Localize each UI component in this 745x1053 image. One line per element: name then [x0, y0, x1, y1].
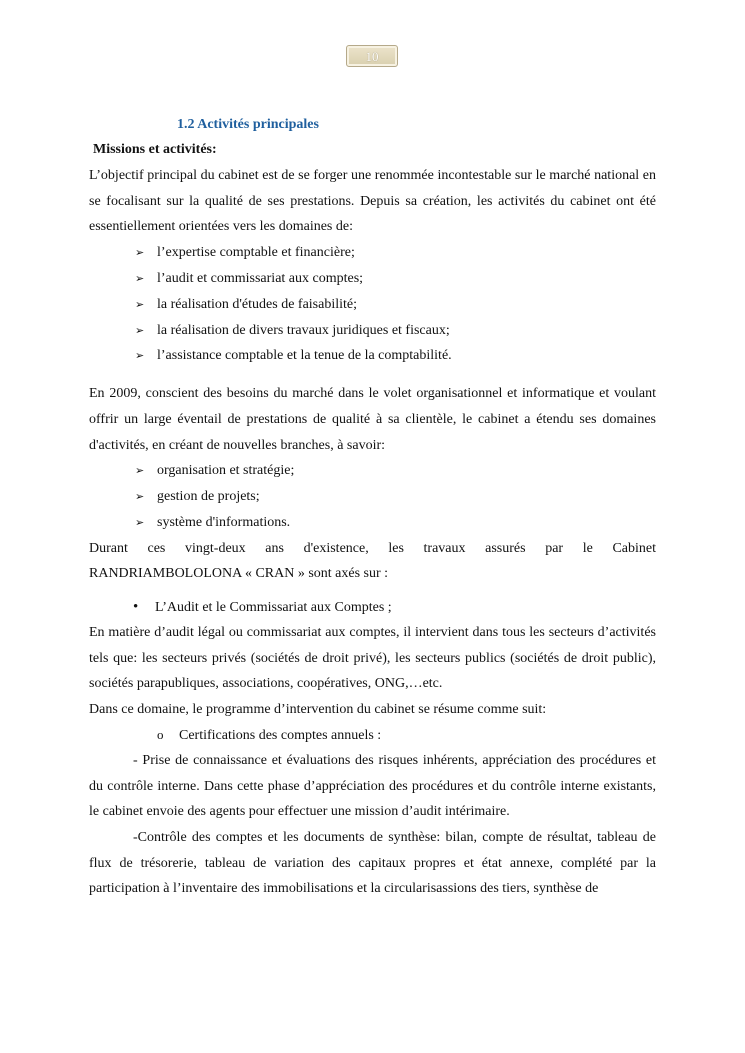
list-item: ➢ système d'informations.: [135, 510, 656, 536]
paragraph-audit-legal: En matière d’audit légal ou commissariat aux comptes, il intervient dans tous les secteurs d’activités tels que: les secteurs privés (sociétés de droit privé), les secteurs publics (sociétés de droit public), sociétés parapubliques, associations, coopératives, ONG,…etc.: [89, 625, 656, 692]
section-title: 1.2 Activités principales: [177, 117, 319, 132]
list-item: ➢ gestion de projets;: [135, 484, 656, 510]
activity-domains-list: [89, 240, 656, 369]
paragraph-controle-comptes: -Contrôle des comptes et les documents de synthèse: bilan, compte de résultat, tableau de flux de trésorerie, tableau de variation des capitaux propres et état annexe, complété par la participation à l’inventaire des immobilisations et la circularisassions des tiers, synthèse de: [89, 829, 656, 897]
list-item: ➢ l’audit et commissariat aux comptes;: [135, 266, 656, 292]
paragraph-prise-connaissance: - Prise de connaissance et évaluations des risques inhérents, appréciation des procédures et du contrôle interne. Dans cette phase d’appréciation des procédures et du contrôle interne existants, le cabinet envoie des agents pour effectuer une mission d’audit intérimaire.: [89, 752, 656, 820]
list-item: ➢ l’assistance comptable et la tenue de la comptabilité.: [135, 343, 656, 369]
paragraph-programme: Dans ce domaine, le programme d’intervention du cabinet se résume comme suit:: [89, 702, 547, 718]
page-number-badge: 10: [346, 45, 398, 67]
list-item: ➢ organisation et stratégie;: [135, 458, 656, 484]
list-item: ➢ la réalisation de divers travaux juridiques et fiscaux;: [135, 318, 656, 344]
paragraph-intro: L’objectif principal du cabinet est de se forger une renommée incontestable sur le marché national en se focalisant sur la qualité de ses prestations. Depuis sa création, les activités du cabinet ont été essentiellement orientées vers les domaines de:: [89, 168, 656, 235]
paragraph-existence-line2: RANDRIAMBOLOLONA « CRAN » sont axés sur :: [89, 566, 389, 582]
list-item: ➢ la réalisation d'études de faisabilité;: [135, 292, 656, 318]
circle-certifications: o Certifications des comptes annuels :: [155, 723, 656, 748]
paragraph-existence-line1: Durant ces vingt-deux ans d'existence, les travaux assurés par le Cabinet: [89, 540, 656, 556]
document-body: [89, 112, 656, 902]
new-branches-list: [89, 458, 656, 535]
paragraph-2009: En 2009, conscient des besoins du marché dans le volet organisationnel et informatique et voulant offrir un large éventail de prestations de qualité à sa clientèle, le cabinet a étendu ses domaines d'activités, en créant de nouvelles branches, à savoir:: [89, 386, 656, 453]
list-item: ➢ l’expertise comptable et financière;: [135, 240, 656, 266]
bullet-audit: • L’Audit et le Commissariat aux Comptes ;: [133, 595, 656, 620]
sub-title: Missions et activités:: [93, 142, 217, 157]
